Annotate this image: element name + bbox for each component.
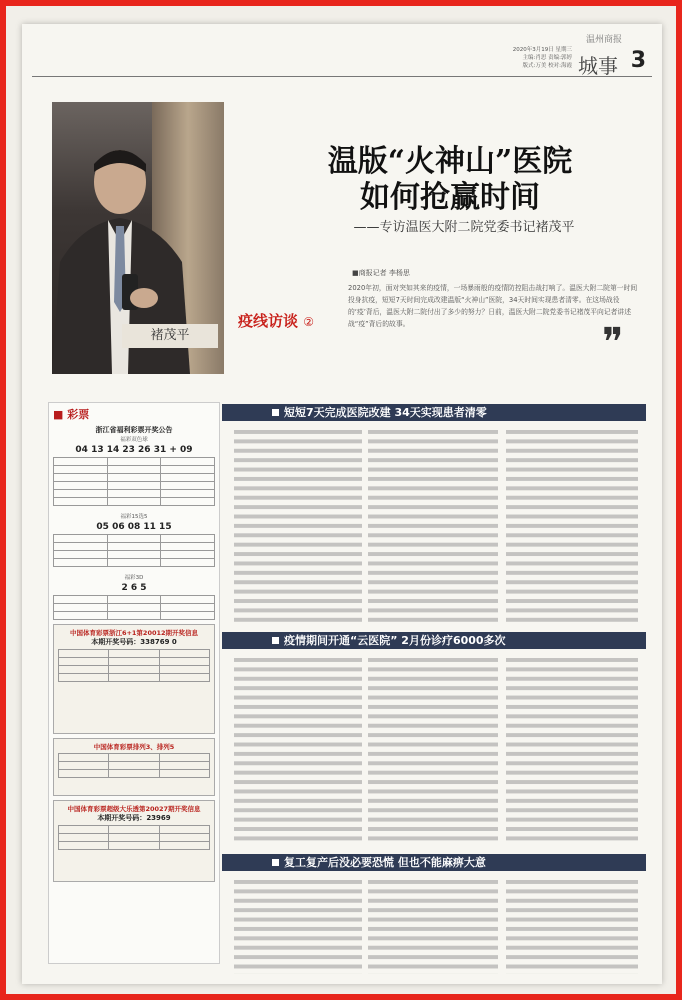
d3-numbers: 2 6 5 (121, 583, 147, 593)
prize-table (53, 457, 215, 506)
text-column (368, 430, 498, 624)
newspaper-page (22, 24, 662, 984)
text-column (506, 658, 638, 842)
article-subhead: ——专访温医大附二院党委书记褚茂平 (353, 220, 575, 235)
paper-brand: 温州商报 (585, 35, 622, 45)
header-rule (32, 76, 652, 77)
d15-numbers: 05 06 08 11 15 (96, 522, 172, 532)
section-name: 城事 (578, 54, 618, 78)
text-column (368, 880, 498, 974)
signature-plate: 褚茂平 (122, 324, 218, 348)
sports-lottery-ad-2: 中国体育彩票排列3、排列5 (53, 738, 215, 796)
section-bar-3: 复工复产后没必要恐慌 但也不能麻痹大意 (222, 854, 646, 871)
page-meta: 2020年3月19日 星期三 主编:肖思 责编:郭婷 版式:万美 校对:海霞 (512, 47, 572, 69)
quote-mark-icon: ❞ (602, 320, 624, 366)
lottery-panel: ■ 彩票 浙江省福利彩票开奖公告 福彩双色球 04 13 14 23 26 31 + 09 福彩15选5 05 06 08 11 15 福彩3D 2 6 5 中国体育彩票浙江6+1第20012期开奖信息 本期开奖号码：338769 0 中国体育彩票排列3、排列5 中国体育彩票超级大乐透第20027期开奖信息 本期开奖号码：23969 (48, 402, 220, 964)
text-column (506, 880, 638, 974)
sports-lottery-ad-3: 中国体育彩票超级大乐透第20027期开奖信息 本期开奖号码：23969 (53, 800, 215, 882)
series-tag: 疫线访谈 ② (238, 312, 315, 330)
sports-lottery-ad-1: 中国体育彩票浙江6+1第20012期开奖信息 本期开奖号码：338769 0 (53, 624, 215, 734)
text-column (234, 880, 362, 974)
lottery-title: 浙江省福利彩票开奖公告 (95, 426, 173, 434)
article-lede: 2020年初，面对突如其来的疫情，一场暴雨般的疫情防控阻击战打响了。温医大附二院第一时间投身抗疫，短短7天时间完成改建温版“火神山”医院，34天时间实现患者清零。在这场战役的‘疫’背后，温医大附二院付出了多少的努力？日前，温医大附二院党委书记褚茂平向记者讲述战“疫”背后的故事。 (348, 284, 638, 328)
text-column (234, 658, 362, 842)
prize-table (53, 534, 215, 567)
text-column (506, 430, 638, 624)
article-headline: 温版“火神山”医院 如何抢赢时间 (327, 144, 573, 215)
prize-table (53, 595, 215, 620)
page-number: 3 (630, 48, 646, 73)
reporter-byline: ■商报记者 李杨思 (352, 269, 410, 277)
text-column (234, 430, 362, 624)
lottery-label: ■ 彩票 (53, 408, 90, 421)
section-bar-1: 短短7天完成医院改建 34天实现患者清零 (222, 404, 646, 421)
ssq-numbers: 04 13 14 23 26 31 + 09 (75, 445, 193, 455)
text-column (368, 658, 498, 842)
section-bar-2: 疫情期间开通“云医院” 2月份诊疗6000多次 (222, 632, 646, 649)
